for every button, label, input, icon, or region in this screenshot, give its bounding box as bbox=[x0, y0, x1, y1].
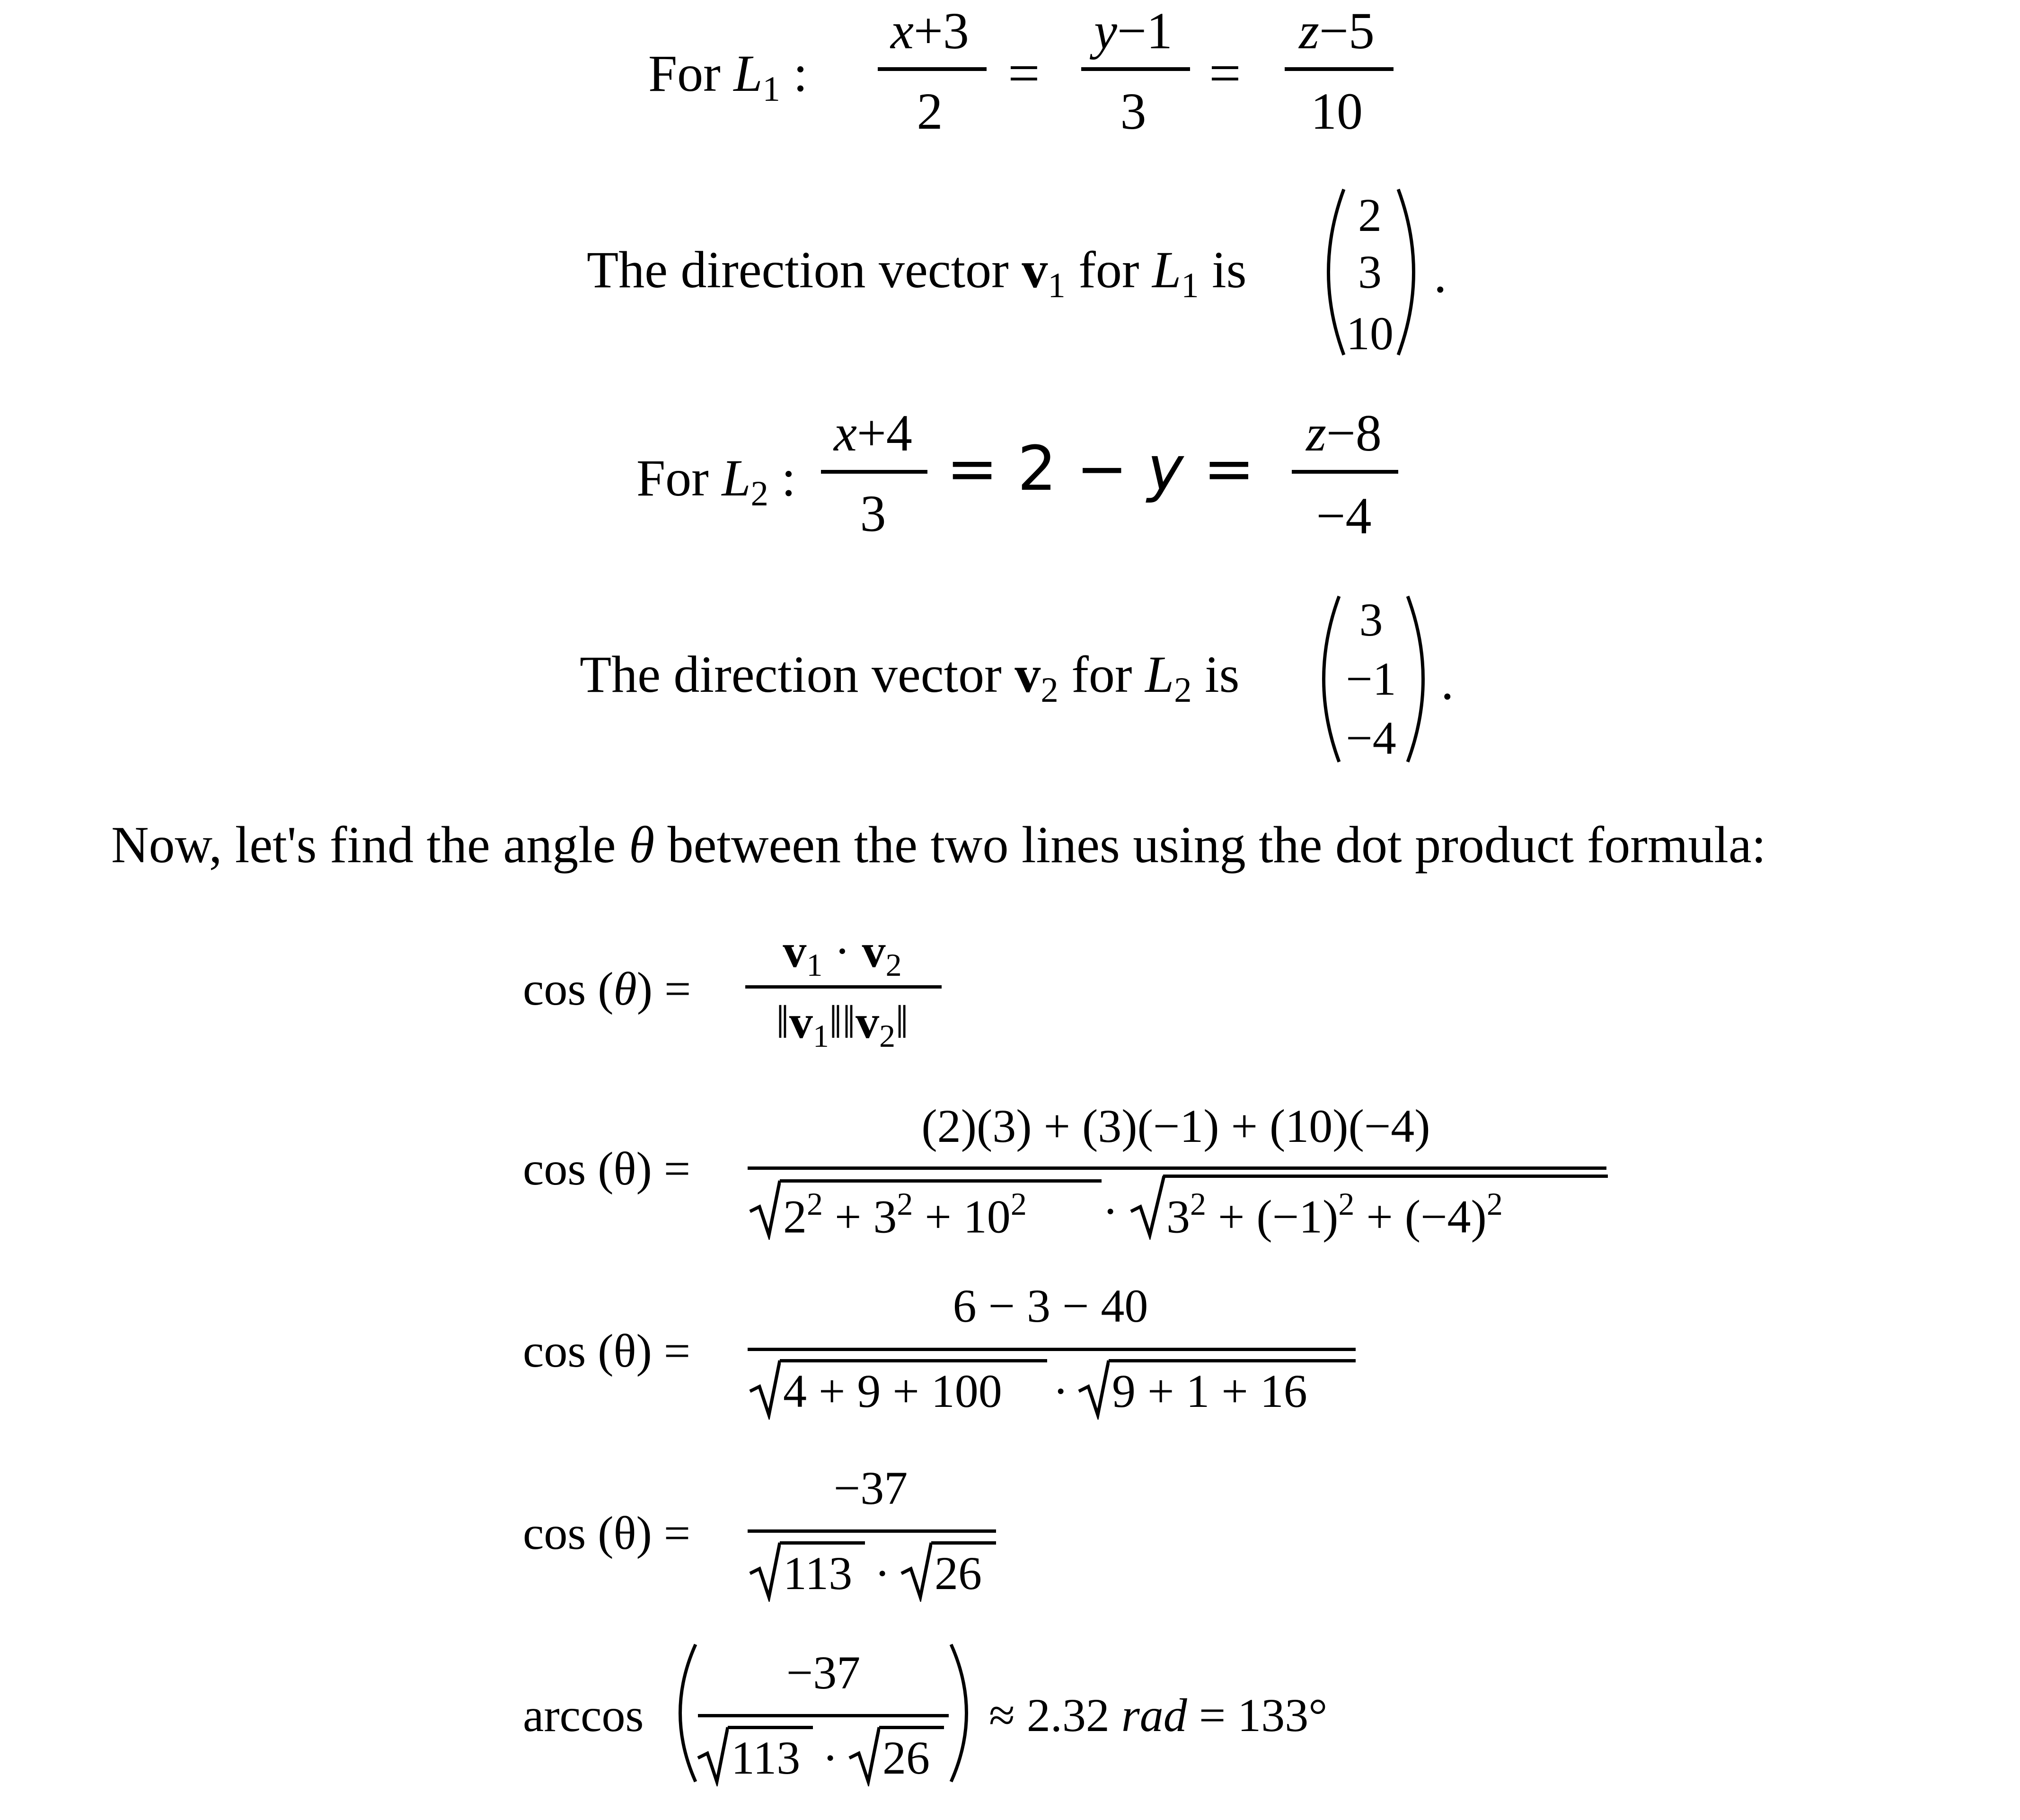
sqrt-icon bbox=[1076, 1358, 1110, 1420]
period: . bbox=[1434, 246, 1447, 303]
step4-den-b: 26 bbox=[935, 1547, 982, 1599]
step4-den-a: 113 bbox=[783, 1547, 853, 1599]
step3-den-a: 4 + 9 + 100 bbox=[783, 1365, 1002, 1417]
left-paren-icon bbox=[662, 1642, 700, 1784]
step1-den: $‖v_1‖‖v_2‖$ bbox=[776, 996, 909, 1054]
dot-operator: · bbox=[1103, 1185, 1119, 1237]
line1-label: For $L_1$ : bbox=[648, 44, 808, 109]
line2-label: For $L_2$ : bbox=[636, 449, 796, 513]
final-den-a: 113 bbox=[731, 1732, 801, 1784]
equals-sign: = bbox=[1209, 42, 1241, 105]
final-den-b: 26 bbox=[882, 1732, 930, 1784]
equals-sign: = bbox=[1008, 42, 1040, 105]
step1-lhs: cos (θ) = bbox=[523, 963, 691, 1015]
dir1-text: The direction vector $v_1$ for $L_1$ is bbox=[587, 241, 1247, 305]
sqrt-icon bbox=[696, 1725, 729, 1786]
line1-num1: x+3 bbox=[891, 2, 969, 60]
line2-middle: = 2 − y = bbox=[946, 433, 1255, 504]
final-func: arccos bbox=[523, 1689, 644, 1741]
dir2-text: The direction vector $v_2$ for $L_2$ is bbox=[580, 645, 1240, 710]
dir2-vec-1: −1 bbox=[1346, 653, 1396, 705]
step4-num: −37 bbox=[833, 1462, 908, 1514]
step2-den-b: $3^2 + (-1)^2 + (-4)^2$ bbox=[1166, 1186, 1503, 1243]
step3-lhs: cos (θ) = bbox=[523, 1325, 691, 1377]
sqrt-icon bbox=[847, 1725, 880, 1786]
right-paren-icon bbox=[1403, 594, 1441, 764]
dir2-vec-2: −4 bbox=[1346, 712, 1396, 764]
sqrt-icon bbox=[899, 1540, 932, 1602]
sqrt-icon bbox=[748, 1540, 781, 1602]
dot-operator: · bbox=[874, 1547, 891, 1599]
line1-den3: 10 bbox=[1311, 82, 1363, 140]
final-num: −37 bbox=[786, 1646, 861, 1699]
line1-den2: 3 bbox=[1120, 82, 1147, 140]
step1-num: $v_1 \cdot v_2$ bbox=[783, 925, 902, 983]
intro-text: Now, let's find the angle θ between the two lines using the dot product formula: bbox=[111, 816, 1766, 874]
line1-den1: 2 bbox=[917, 82, 943, 140]
step3-den-b: 9 + 1 + 16 bbox=[1112, 1365, 1307, 1417]
line2-num3: z−8 bbox=[1306, 404, 1382, 462]
line1-num2: y−1 bbox=[1094, 2, 1173, 60]
step3-num: 6 − 3 − 40 bbox=[953, 1280, 1148, 1332]
dir1-vec-0: 2 bbox=[1358, 189, 1382, 241]
step2-den-a: $2^2 + 3^2 + 10^2$ bbox=[783, 1186, 1027, 1243]
sqrt-icon bbox=[1129, 1174, 1166, 1240]
dir1-vec-1: 3 bbox=[1358, 246, 1382, 298]
dir1-vec-2: 10 bbox=[1346, 307, 1394, 360]
right-paren-icon bbox=[946, 1642, 984, 1784]
right-paren-icon bbox=[1394, 187, 1431, 357]
line2-den3: −4 bbox=[1316, 487, 1372, 545]
line2-num1: x+4 bbox=[834, 404, 912, 462]
line1-num3: z−5 bbox=[1299, 2, 1375, 60]
period: . bbox=[1441, 653, 1454, 710]
final-result-text: ≈ 2.32 rad = 133° bbox=[989, 1689, 1328, 1741]
sqrt-icon bbox=[748, 1178, 781, 1240]
step4-lhs: cos (θ) = bbox=[523, 1507, 691, 1559]
step2-num: (2)(3) + (3)(−1) + (10)(−4) bbox=[921, 1100, 1430, 1152]
dot-operator: · bbox=[1053, 1365, 1069, 1417]
dir2-vec-0: 3 bbox=[1359, 593, 1383, 646]
step2-lhs: cos (θ) = bbox=[523, 1142, 691, 1195]
dot-operator: · bbox=[822, 1732, 838, 1784]
sqrt-icon bbox=[748, 1358, 781, 1420]
line2-den1: 3 bbox=[860, 485, 886, 542]
